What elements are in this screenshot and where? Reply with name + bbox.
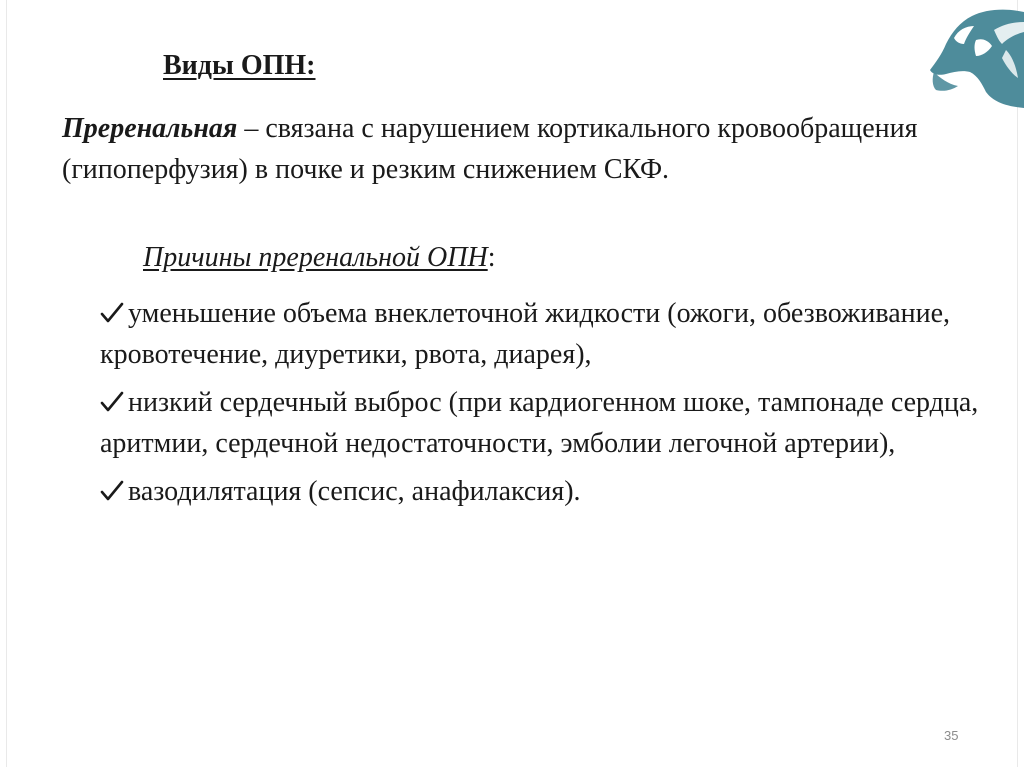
check-icon [100, 302, 124, 324]
check-icon [100, 391, 124, 413]
intro-text: – связана с нарушением кортикального кровообращения (гипоперфузия) в почке и резким снижением СКФ. [62, 113, 918, 185]
cause-text: низкий сердечный выброс (при кардиогенном шоке, тампонаде сердца, аритмии, сердечной недостаточности, эмболии легочной артерии), [100, 387, 979, 459]
causes-list [100, 293, 980, 519]
page-number: 35 [944, 728, 959, 743]
horse-head-icon [874, 0, 1024, 110]
intro-term: Преренальная [62, 113, 238, 144]
list-item [100, 471, 980, 512]
list-item [100, 382, 980, 464]
slide-title: Виды ОПН: [163, 50, 316, 81]
causes-heading-colon: : [487, 242, 496, 273]
intro-paragraph [62, 108, 942, 190]
causes-heading-text: Причины преренальной ОПН [143, 242, 488, 273]
cause-text: вазодилятация (сепсис, анафилаксия). [128, 476, 581, 507]
check-icon [100, 480, 124, 502]
list-item [100, 293, 980, 375]
causes-heading [143, 241, 495, 275]
cause-text: уменьшение объема внеклеточной жидкости (ожоги, обезвоживание, кровотечение, диуретики, рвота, диарея), [100, 298, 951, 370]
